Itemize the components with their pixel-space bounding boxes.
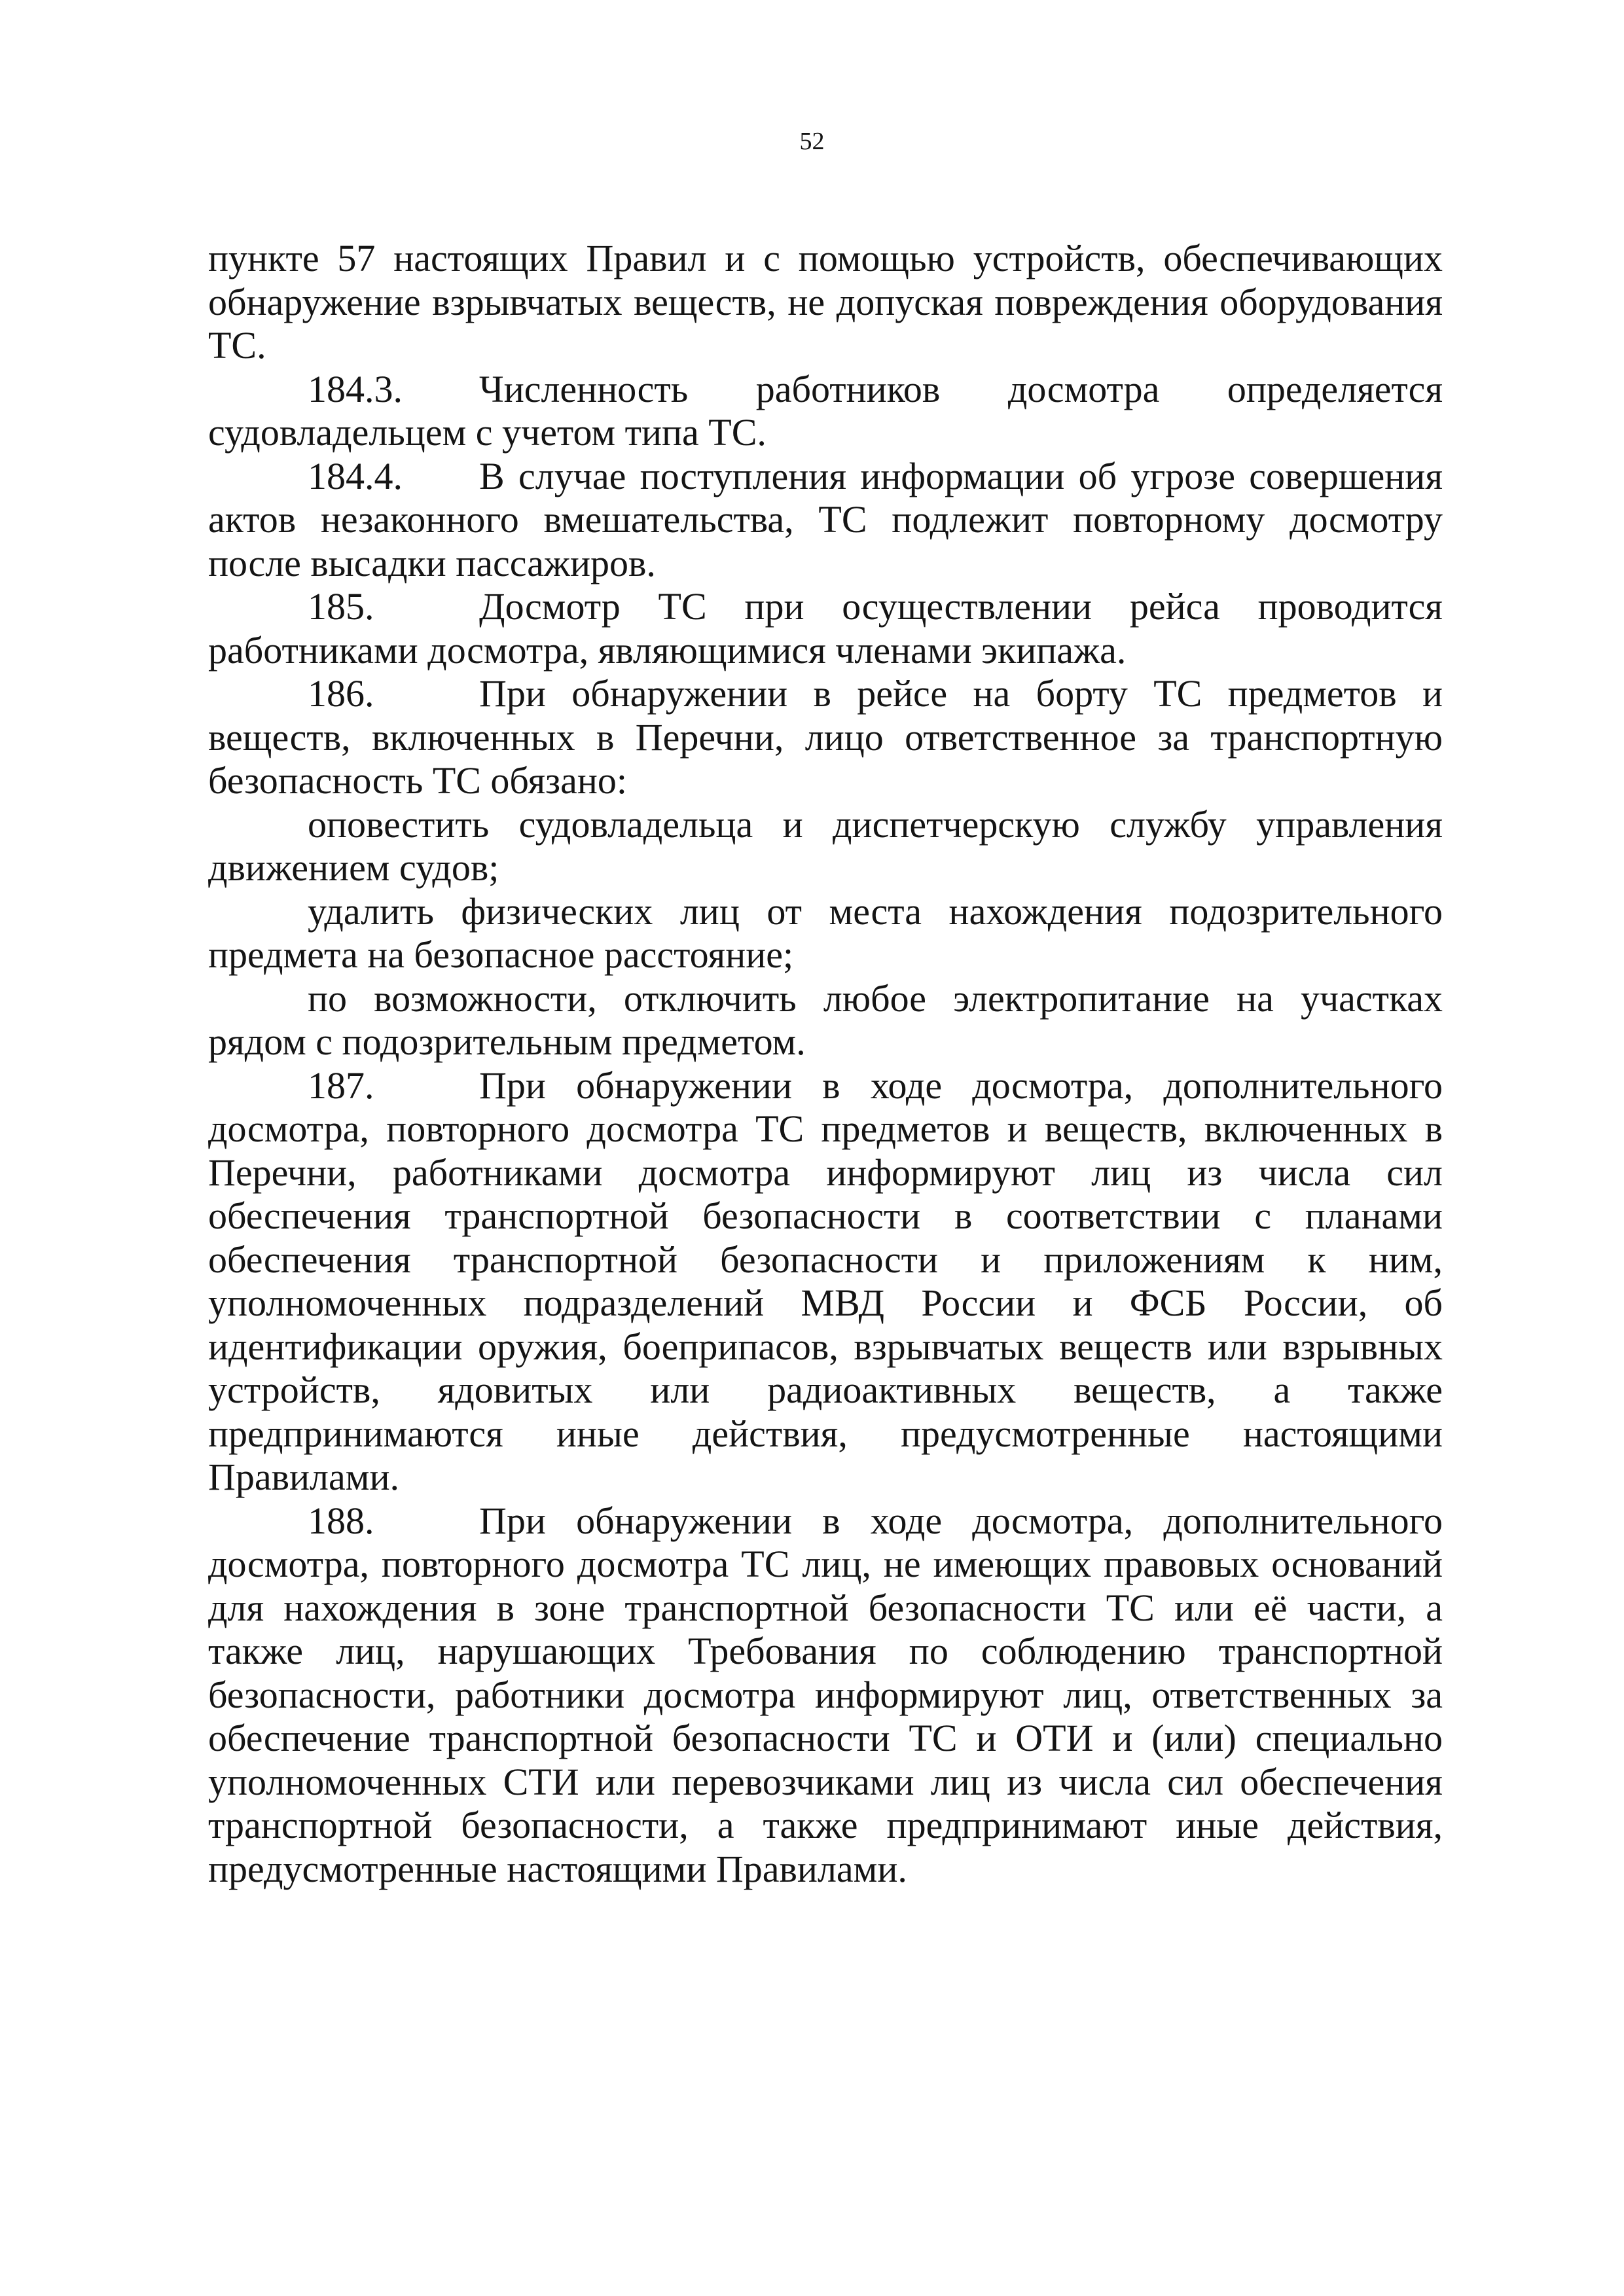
paragraph-continuation	[208, 237, 1443, 368]
list-item-remove-persons	[208, 890, 1443, 977]
paragraph-number: 187.	[308, 1064, 374, 1107]
list-item-notify	[208, 803, 1443, 890]
paragraph-text: пункте 57 настоящих Правил и с помощью устройств, обеспечивающих обнаружение взрывчатых веществ, не допуская повреждения оборудования ТС.	[208, 237, 1443, 367]
paragraph-number: 186.	[308, 672, 374, 715]
paragraph-number: 184.3.	[308, 367, 403, 410]
paragraph-185	[208, 585, 1443, 672]
paragraph-text: оповестить судовладельца и диспетчерскую службу управления движением судов;	[208, 802, 1443, 889]
paragraph-186	[208, 672, 1443, 803]
paragraph-text: При обнаружении в ходе досмотра, дополнительного досмотра, повторного досмотра ТС лиц, не имеющих правовых оснований для нахождения в зоне транспортной безопасности ТС или её части, а также лиц, нарушающих Требования по соблюдению транспортной безопасности, работники досмотра информируют лиц, ответственных за обеспечение транспортной безопасности ТС и ОТИ и (или) специально уполномоченных СТИ или перевозчиками лиц из числа сил обеспечения транспортной безопасности, а также предпринимают иные действия, предусмотренные настоящими Правилами.	[208, 1499, 1443, 1890]
paragraph-184-3	[208, 368, 1443, 455]
paragraph-188	[208, 1499, 1443, 1892]
paragraph-text: При обнаружении в рейсе на борту ТС предметов и веществ, включенных в Перечни, лицо ответственное за транспортную безопасность ТС обязано:	[208, 672, 1443, 802]
body-text	[208, 237, 1443, 1891]
paragraph-number: 185.	[308, 585, 374, 628]
paragraph-text: В случае поступления информации об угрозе совершения актов незаконного вмешательства, ТС подлежит повторному досмотру после высадки пассажиров.	[208, 454, 1443, 584]
paragraph-text: Досмотр ТС при осуществлении рейса проводится работниками досмотра, являющимися членами экипажа.	[208, 585, 1443, 672]
paragraph-184-4	[208, 455, 1443, 586]
page-number: 52	[799, 128, 825, 155]
paragraph-187	[208, 1064, 1443, 1499]
paragraph-text: Численность работников досмотра определяется судовладельцем с учетом типа ТС.	[208, 367, 1443, 454]
paragraph-text: удалить физических лиц от места нахождения подозрительного предмета на безопасное расстояние;	[208, 889, 1443, 976]
paragraph-text: При обнаружении в ходе досмотра, дополнительного досмотра, повторного досмотра ТС предметов и веществ, включенных в Перечни, работниками досмотра информируют лиц из числа сил обеспечения транспортной безопасности в соответствии с планами обеспечения транспортной безопасности и приложениям к ним, уполномоченных подразделений МВД России и ФСБ России, об идентификации оружия, боеприпасов, взрывчатых веществ или взрывных устройств, ядовитых или радиоактивных веществ, а также предпринимаются иные действия, предусмотренные настоящими Правилами.	[208, 1064, 1443, 1498]
paragraph-number: 184.4.	[308, 454, 403, 497]
list-item-disable-power	[208, 977, 1443, 1064]
paragraph-number: 188.	[308, 1499, 374, 1542]
paragraph-text: по возможности, отключить любое электропитание на участках рядом с подозрительным предметом.	[208, 977, 1443, 1063]
